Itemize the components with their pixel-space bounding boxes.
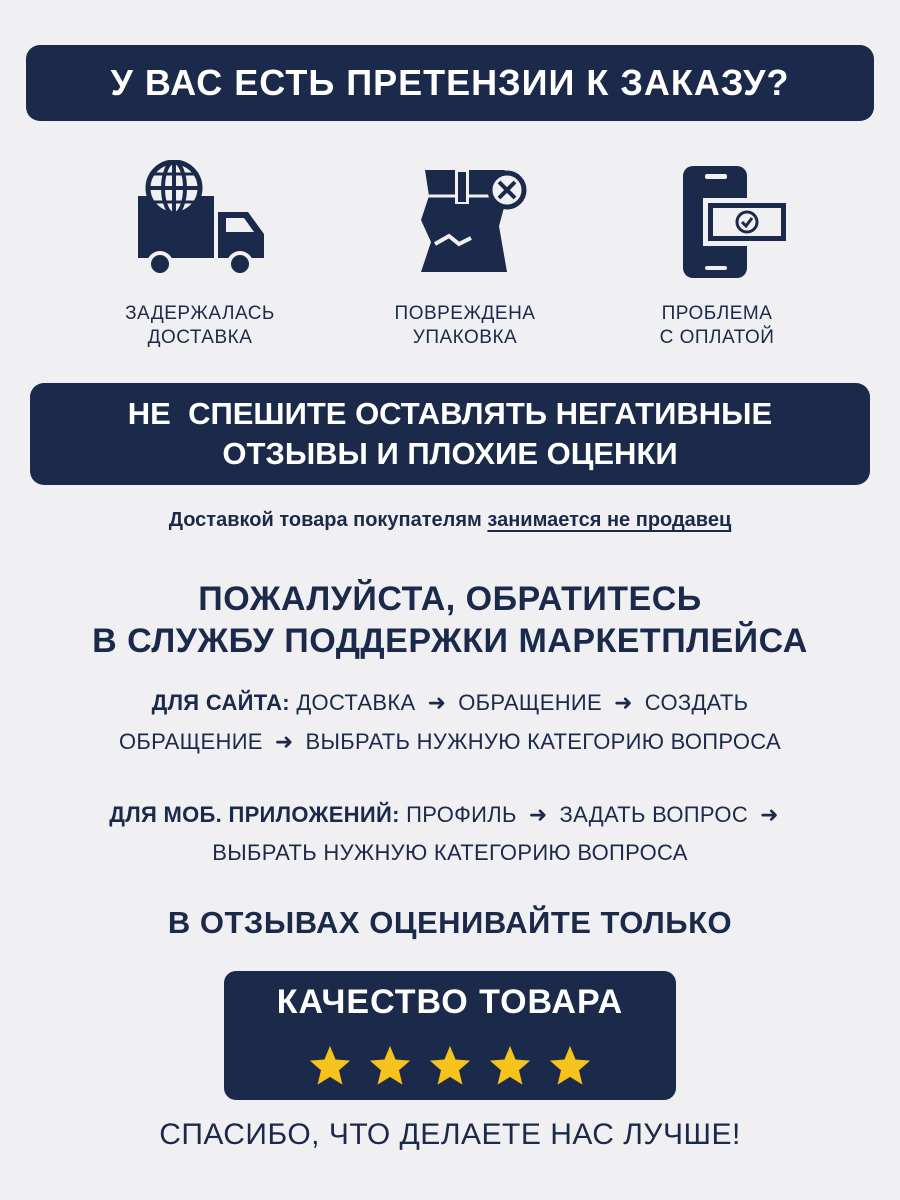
issue-payment-problem [597,160,837,350]
star-icon [367,1043,413,1089]
app-instructions-line1: ДЛЯ МОБ. ПРИЛОЖЕНИЙ: ПРОФИЛЬ ➜ ЗАДАТЬ ВОПРОС ➜ [109,802,779,827]
issue-label: ПРОБЛЕМА С ОПЛАТОЙ [659,303,775,348]
star-rating [224,1043,676,1094]
arrow-right-icon: ➜ [760,802,779,827]
warning-banner [30,383,870,485]
issue-delayed-delivery [80,160,320,350]
site-instructions-line1: ДЛЯ САЙТА: ДОСТАВКА ➜ ОБРАЩЕНИЕ ➜ СОЗДАТЬ [151,690,749,715]
warning-line: НЕ СПЕШИТЕ ОСТАВЛЯТЬ НЕГАТИВНЫЕ [127,396,773,431]
issue-icons-row [0,160,900,360]
star-icon [307,1043,353,1089]
support-heading-line2: В СЛУЖБУ ПОДДЕРЖКИ МАРКЕТПЛЕЙСА [92,622,808,660]
star-icon [487,1043,533,1089]
damaged-box-icon [395,160,535,280]
support-heading-line1: ПОЖАЛУЙСТА, ОБРАТИТЕСЬ [198,580,702,618]
delivery-note: Доставкой товара покупателям занимается не продавец [168,509,732,531]
phone-payment-icon [647,160,787,280]
quality-label: КАЧЕСТВО ТОВАРА [276,983,624,1021]
arrow-right-icon: ➜ [427,690,447,715]
rating-title: В ОТЗЫВАХ ОЦЕНИВАЙТЕ ТОЛЬКО [167,905,733,940]
issue-label: ЗАДЕРЖАЛАСЬ ДОСТАВКА [125,303,275,348]
issue-label: ПОВРЕЖДЕНА УПАКОВКА [394,303,536,348]
quality-box [224,971,676,1100]
issue-damaged-packaging [345,160,585,350]
delivery-truck-icon [130,160,270,280]
arrow-right-icon: ➜ [274,729,294,754]
thanks-message: СПАСИБО, ЧТО ДЕЛАЕТЕ НАС ЛУЧШЕ! [159,1118,741,1151]
star-icon [547,1043,593,1089]
site-instructions-label: ДЛЯ САЙТА: [151,690,290,715]
site-instructions-line2: ОБРАЩЕНИЕ ➜ ВЫБРАТЬ НУЖНУЮ КАТЕГОРИЮ ВОПРОСА [118,729,781,754]
delivery-note-underlined: занимается не продавец [487,509,732,531]
app-instructions-line2: ВЫБРАТЬ НУЖНУЮ КАТЕГОРИЮ ВОПРОСА [212,840,688,865]
app-instructions-label: ДЛЯ МОБ. ПРИЛОЖЕНИЙ: [109,802,400,827]
arrow-right-icon: ➜ [614,690,633,715]
header-title: У ВАС ЕСТЬ ПРЕТЕНЗИИ К ЗАКАЗУ? [110,62,790,103]
arrow-right-icon: ➜ [528,802,548,827]
star-icon [427,1043,473,1089]
header-banner [26,45,874,121]
warning-line: ОТЗЫВЫ И ПЛОХИЕ ОЦЕНКИ [222,436,678,471]
